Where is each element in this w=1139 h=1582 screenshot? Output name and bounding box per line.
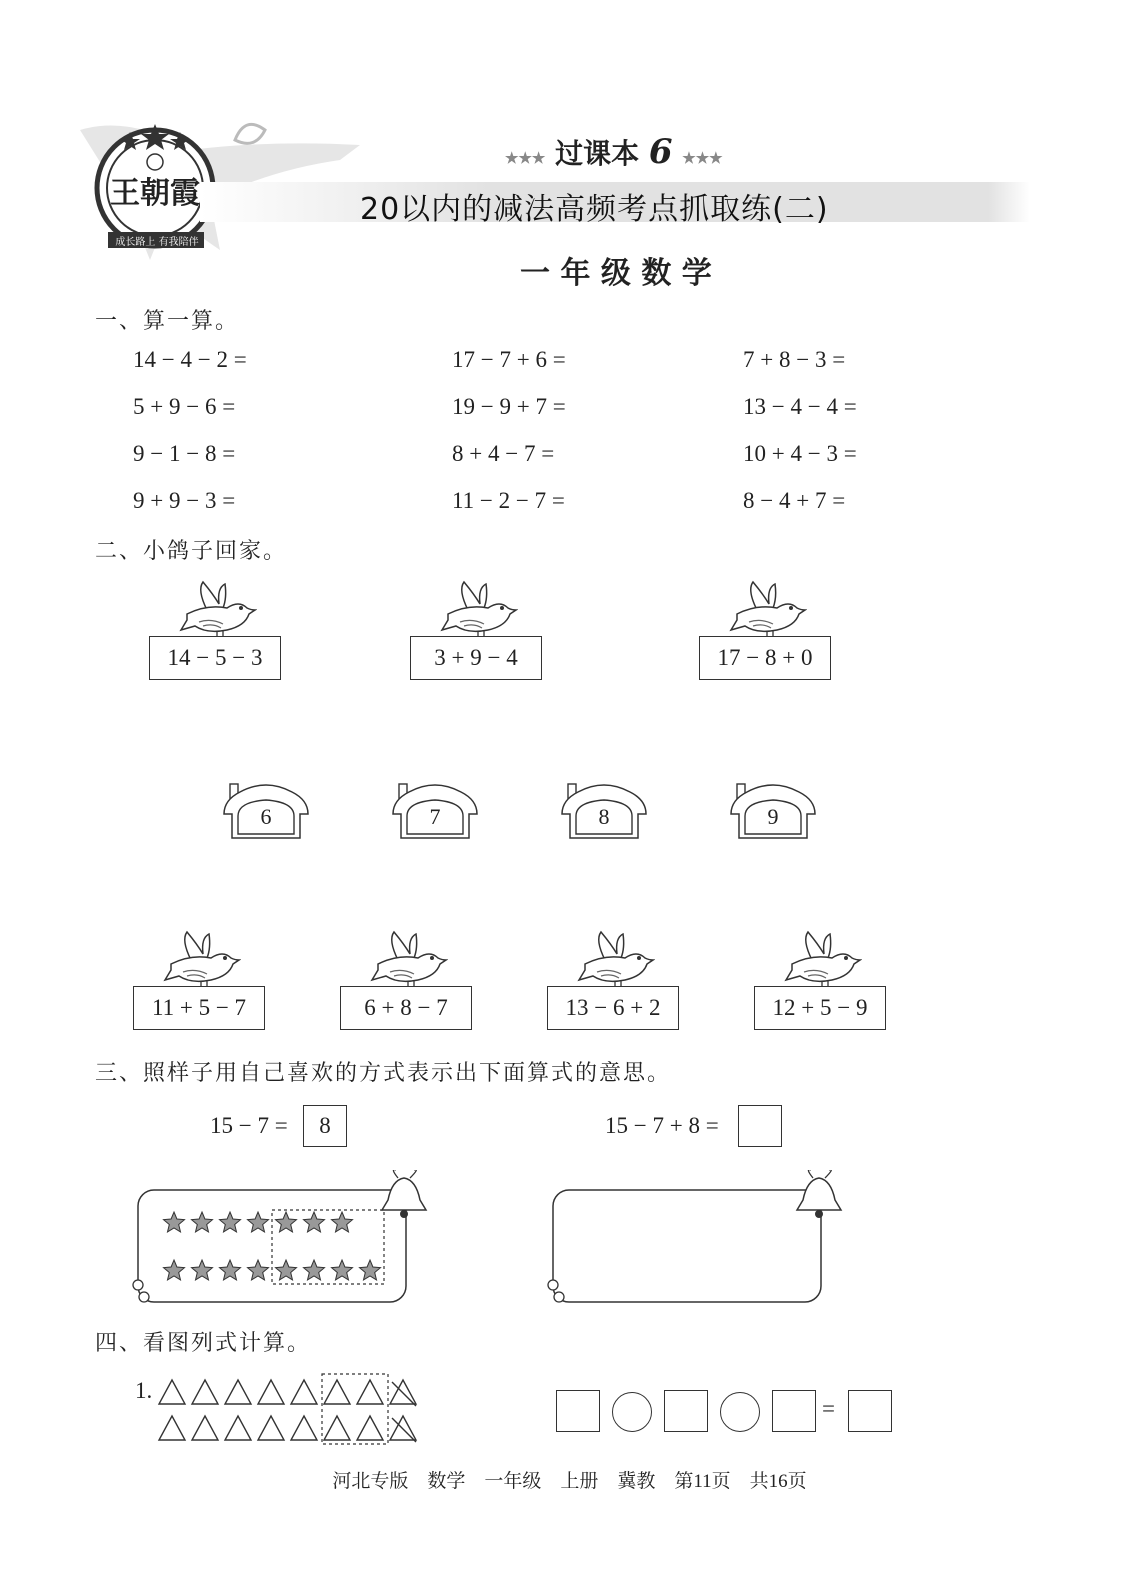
pigeon-icon (177, 580, 257, 642)
calc-equation: 8 − 4 + 7 = (743, 488, 846, 513)
calc-equation: 13 − 4 − 4 = (743, 394, 857, 419)
triangle-icon (258, 1416, 284, 1440)
example-answer-box: 8 (303, 1105, 347, 1147)
stars-right: ★★★ (682, 149, 723, 167)
calc-equation: 11 − 2 − 7 = (452, 488, 565, 513)
pigeon-expression-box[interactable]: 6 + 8 − 7 (340, 986, 472, 1030)
item-label: 1. (135, 1378, 153, 1403)
section4-title: 四、看图列式计算。 (95, 1331, 312, 1356)
house-number: 6 (260, 804, 272, 829)
star-icon (276, 1212, 297, 1232)
star-icon (332, 1260, 353, 1280)
section2-title: 二、小鸽子回家。 (95, 539, 288, 564)
pigeon-expression-box[interactable]: 3 + 9 − 4 (410, 636, 542, 680)
triangle-icon (192, 1416, 218, 1440)
pigeon-expression-box[interactable]: 12 + 5 − 9 (754, 986, 886, 1030)
calc-equation: 5 + 9 − 6 = (133, 394, 236, 419)
operator-circle-1[interactable] (612, 1392, 652, 1432)
example-star-frame (130, 1170, 430, 1310)
triangle-icon (291, 1416, 317, 1440)
task-star-frame[interactable] (545, 1170, 845, 1310)
operator-circle-2[interactable] (720, 1392, 760, 1432)
logo-banner: 成长路上 有我陪伴 (115, 237, 199, 248)
star-icon (192, 1212, 213, 1232)
calc-equation: 14 − 4 − 2 = (133, 347, 247, 372)
calc-equation: 9 − 1 − 8 = (133, 441, 236, 466)
star-icon (276, 1260, 297, 1280)
calc-equation: 17 − 7 + 6 = (452, 347, 566, 372)
stars-left: ★★★ (505, 149, 546, 167)
star-icon (164, 1212, 185, 1232)
triangle-icon (324, 1380, 350, 1404)
star-icon (220, 1260, 241, 1280)
equals-sign: = (822, 1396, 835, 1421)
triangle-icon (291, 1380, 317, 1404)
star-icon (248, 1260, 269, 1280)
star-icon (360, 1260, 381, 1280)
star-icon (332, 1212, 353, 1232)
triangle-icon (258, 1380, 284, 1404)
pigeon-icon (727, 580, 807, 642)
pigeon-expression-box[interactable]: 13 − 6 + 2 (547, 986, 679, 1030)
star-icon (192, 1260, 213, 1280)
task-equation: 15 − 7 + 8 = (605, 1113, 719, 1138)
triangle-icon (159, 1416, 185, 1440)
triangle-icon (357, 1416, 383, 1440)
star-icon (164, 1260, 185, 1280)
calc-equation: 8 + 4 − 7 = (452, 441, 555, 466)
star-icon (248, 1212, 269, 1232)
house-number: 7 (429, 804, 441, 829)
triangle-figure (155, 1372, 430, 1452)
pigeon-expression-box[interactable]: 11 + 5 − 7 (133, 986, 265, 1030)
triangle-icon (324, 1416, 350, 1440)
subtitle: 一 年 级 数 学 (520, 256, 712, 291)
section1-title: 一、算一算。 (95, 309, 240, 334)
pigeon-icon (782, 930, 862, 992)
star-icon (220, 1212, 241, 1232)
pigeon-expression-box[interactable]: 14 − 5 − 3 (149, 636, 281, 680)
pigeon-icon (575, 930, 655, 992)
house-number: 9 (767, 804, 779, 829)
triangle-icon (192, 1380, 218, 1404)
series-number: 6 (648, 132, 673, 172)
answer-box-1[interactable] (556, 1390, 600, 1432)
section3-title: 三、照样子用自己喜欢的方式表示出下面算式的意思。 (95, 1061, 672, 1086)
answer-box-result[interactable] (848, 1390, 892, 1432)
triangle-icon (225, 1380, 251, 1404)
answer-box-2[interactable] (664, 1390, 708, 1432)
calc-equation: 9 + 9 − 3 = (133, 488, 236, 513)
star-icon (304, 1212, 325, 1232)
triangle-icon (225, 1416, 251, 1440)
pigeon-icon (368, 930, 448, 992)
logo-text: 王朝霞 (110, 176, 200, 211)
star-icon (304, 1260, 325, 1280)
example-equation: 15 − 7 = (210, 1113, 288, 1138)
answer-box-3[interactable] (772, 1390, 816, 1432)
triangle-icon (357, 1380, 383, 1404)
pigeon-icon (438, 580, 518, 642)
page-title: 20以内的减法高频考点抓取练(二) (360, 192, 829, 227)
house-number: 8 (598, 804, 610, 829)
pigeon-icon (161, 930, 241, 992)
calc-equation: 19 − 9 + 7 = (452, 394, 566, 419)
triangle-icon (159, 1380, 185, 1404)
series-name: 过课本 (555, 137, 640, 170)
pigeon-expression-box[interactable]: 17 − 8 + 0 (699, 636, 831, 680)
task-answer-box[interactable] (738, 1105, 782, 1147)
page-footer: 河北专版 数学 一年级 上册 冀教 第11页 共16页 (332, 1471, 807, 1492)
calc-equation: 7 + 8 − 3 = (743, 347, 846, 372)
calc-equation: 10 + 4 − 3 = (743, 441, 857, 466)
series-line (505, 132, 723, 172)
